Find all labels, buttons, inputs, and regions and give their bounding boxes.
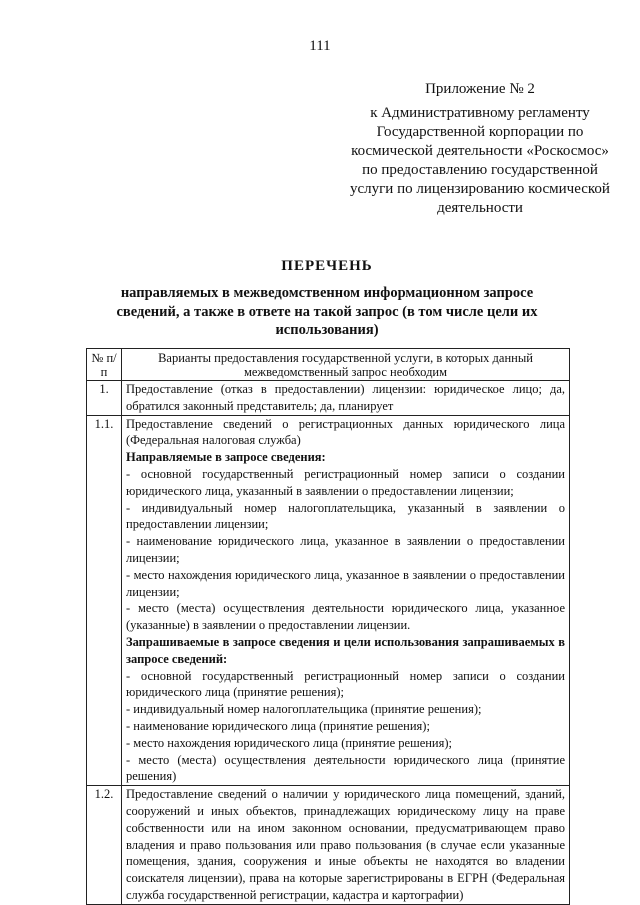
header-variants: Варианты предоставления государственной услуги, в которых данный межведомственный запрос необходим — [122, 349, 570, 381]
row-text: Предоставление сведений о наличии у юридического лица помещений, зданий, сооружений и иных объектов, принадлежащих юридическому лицу на праве собственности или на ином законном основании, предусматривающем право владения и право пользования или право пользования (в случае если указанные помещения, здания, сооружения и иные объекты не находятся во владении соискателя лицензии), права на которые зарегистрированы в ЕГРН (Федеральная служба государственной регистрации, кадастра и картографии) — [122, 786, 570, 905]
header-number: № п/п — [87, 349, 122, 381]
document-subtitle: направляемых в межведомственном информационном запросе сведений, а также в ответе на такой запрос (в том числе цели их использования) — [116, 285, 538, 338]
table-row — [87, 381, 570, 416]
list-item: - место (места) осуществления деятельности юридического лица, указанное (указанные) в заявлении о предоставлении лицензии. — [126, 601, 565, 633]
table-row — [87, 415, 570, 786]
appendix-block — [350, 80, 610, 218]
row-text: Предоставление (отказ в предоставлении) лицензии: юридическое лицо; да, обратился законный представитель; да, планирует — [122, 381, 570, 416]
row-number: 1.1. — [87, 415, 122, 786]
row-number: 1.2. — [87, 786, 122, 905]
list-item: - индивидуальный номер налогоплательщика (принятие решения); — [126, 702, 482, 717]
list-item: - место нахождения юридического лица (принятие решения); — [126, 735, 453, 750]
page-number: 111 — [309, 38, 331, 54]
appendix-label: Приложение № 2 — [425, 81, 535, 97]
requested-heading: Запрашиваемые в запросе сведения и цели использования запрашиваемых в запросе сведений: — [126, 634, 565, 666]
row-intro: Предоставление сведений о регистрационных данных юридического лица (Федеральная налоговая служба) — [126, 416, 565, 448]
list-item: - основной государственный регистрационный номер записи о создании юридического лица (принятие решения); — [126, 668, 565, 700]
appendix-text: к Административному регламенту Государственной корпорации по космической деятельности «Роскосмос» по предоставлению государственной услуги по лицензированию космической деятельности — [350, 105, 610, 216]
row-content — [122, 415, 570, 786]
requests-table — [86, 348, 570, 905]
list-item: - наименование юридического лица, указанное в заявлении о предоставлении лицензии; — [126, 534, 565, 565]
document-title: ПЕРЕЧЕНЬ — [281, 258, 373, 274]
table-row — [87, 786, 570, 905]
list-item: - индивидуальный номер налогоплательщика, указанный в заявлении о предоставлении лицензии; — [126, 500, 565, 532]
list-item: - наименование юридического лица (принятие решения); — [126, 718, 430, 733]
list-item: - основной государственный регистрационный номер записи о создании юридического лица, указанный в заявлении о предоставлении лицензии; — [126, 466, 565, 498]
sent-heading: Направляемые в запросе сведения: — [126, 450, 326, 465]
table-header-row — [87, 349, 570, 381]
list-item: - место (места) осуществления деятельности юридического лица (принятие решения) — [126, 752, 565, 784]
row-number: 1. — [87, 381, 122, 416]
list-item: - место нахождения юридического лица, указанное в заявлении о предоставлении лицензии; — [126, 567, 565, 599]
